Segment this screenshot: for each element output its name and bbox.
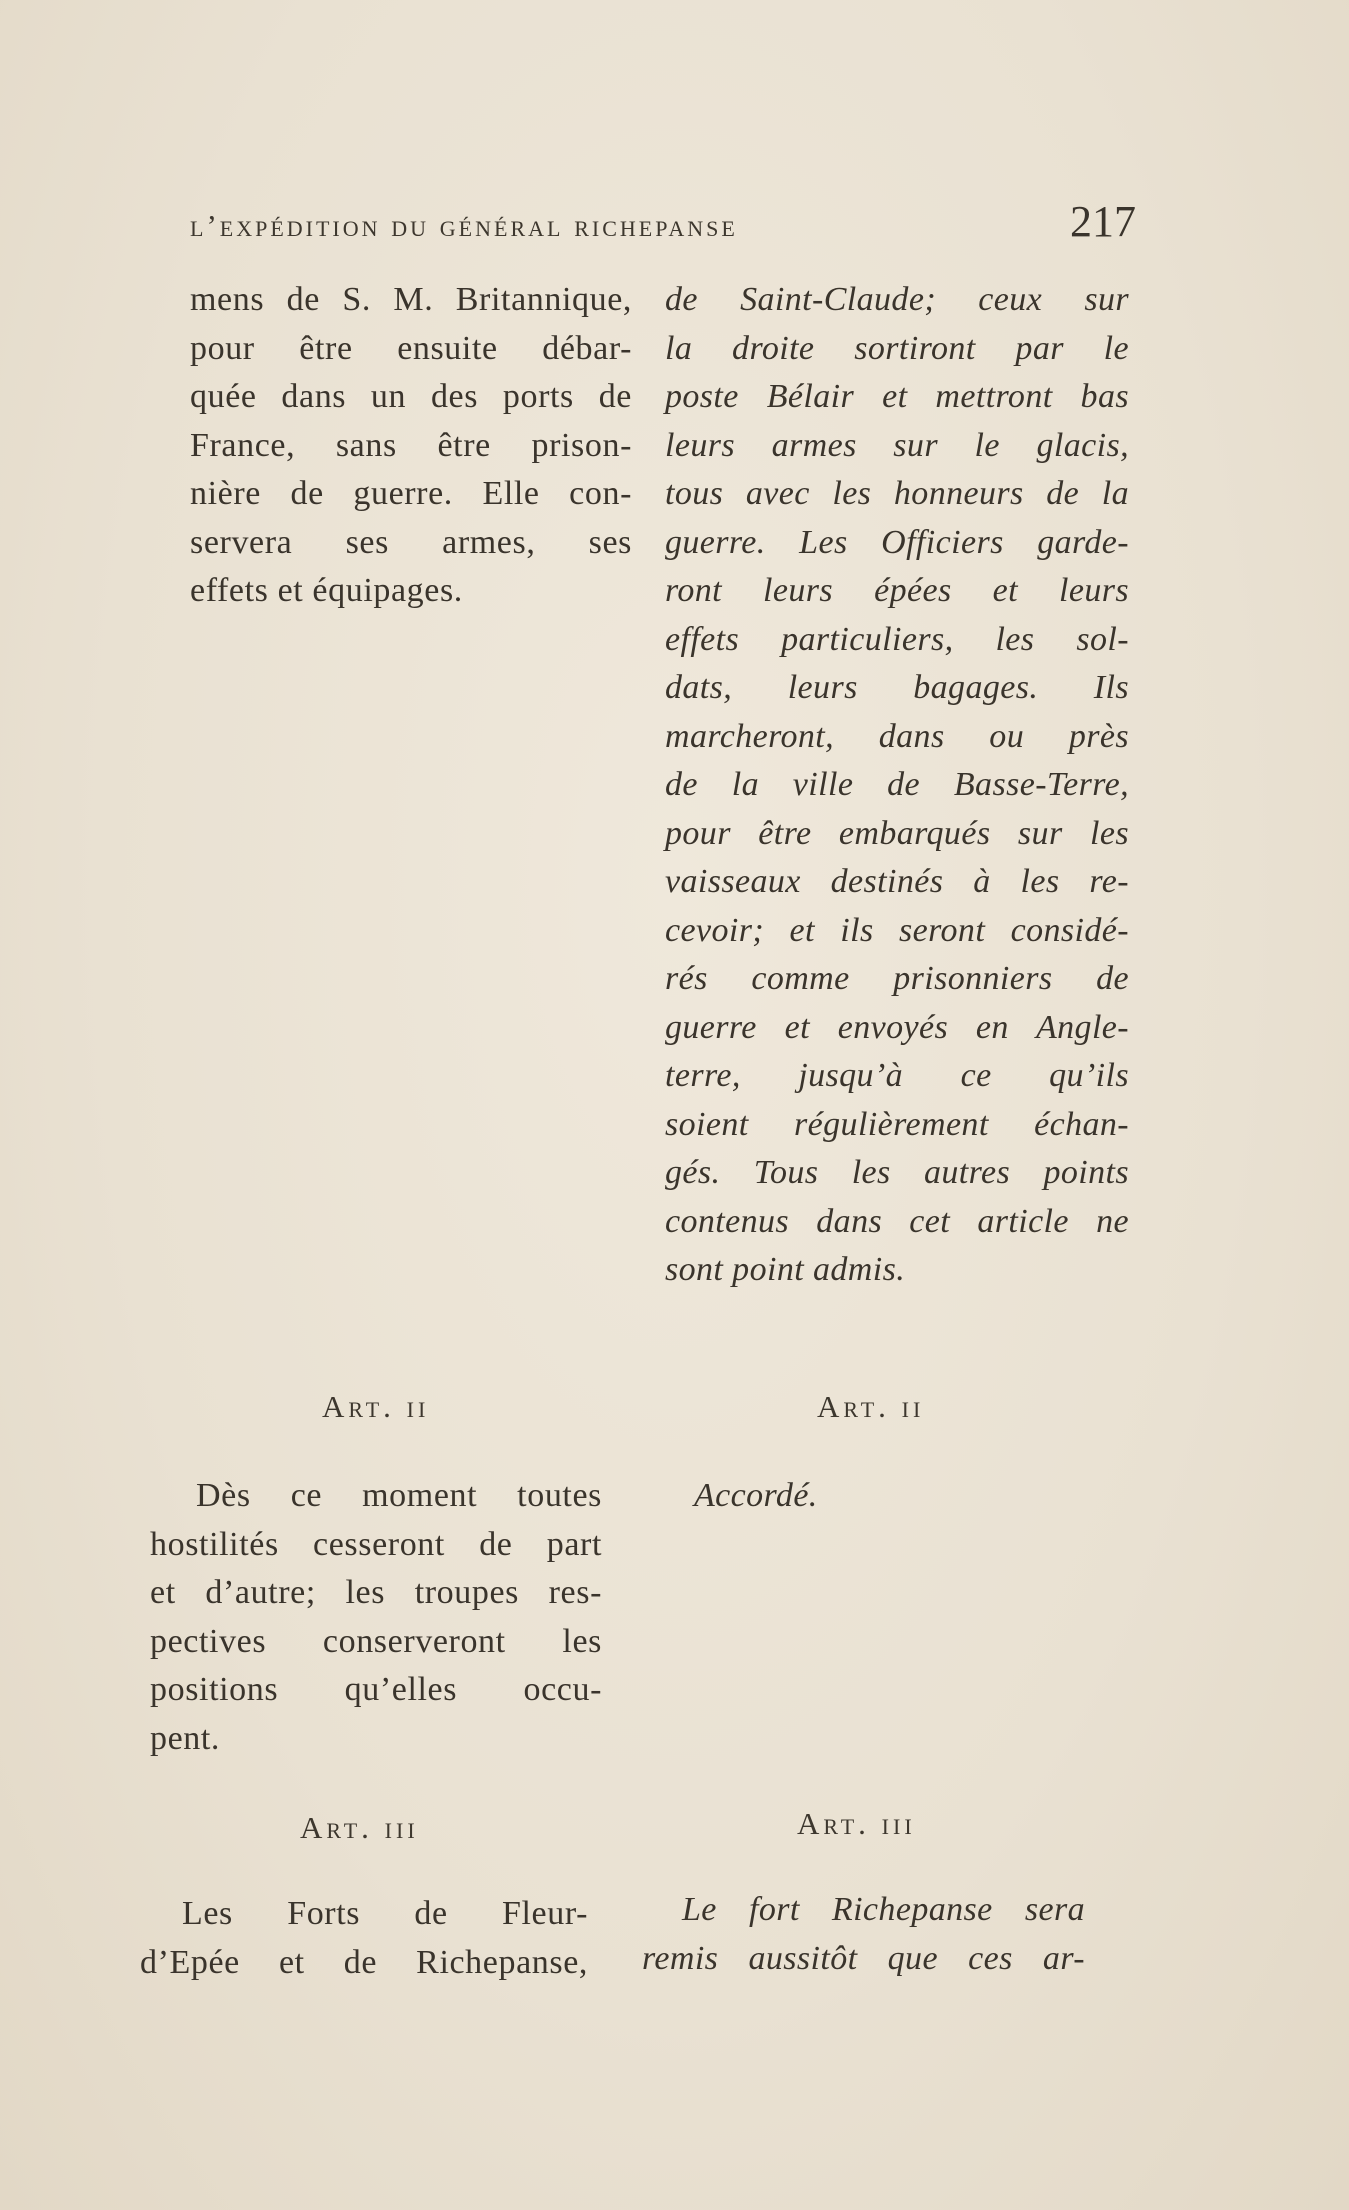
article-3-response-text	[642, 1886, 1085, 1983]
article-2-heading-left: Art. ii	[322, 1389, 430, 1424]
text-line: gés. Tous les autres points	[665, 1154, 1129, 1191]
text-line: d’Epée et de Richepanse,	[140, 1943, 588, 1981]
article-2-french-text	[150, 1472, 602, 1763]
text-line: hostilités cesseront de part	[150, 1525, 602, 1563]
text-line: rés comme prisonniers de	[665, 960, 1129, 997]
text-line: ront leurs épées et leurs	[665, 572, 1129, 609]
text-line: quée dans un des ports de	[190, 378, 632, 415]
text-line: remis aussitôt que ces ar-	[642, 1939, 1085, 1977]
text-line: poste Bélair et mettront bas	[665, 378, 1129, 415]
article-3-heading-left: Art. iii	[300, 1810, 419, 1845]
text-line: de la ville de Basse-Terre,	[665, 766, 1129, 803]
text-line: Le fort Richepanse sera	[682, 1891, 1085, 1928]
text-line: effets et équipages.	[190, 572, 463, 609]
text-line: dats, leurs bagages. Ils	[665, 669, 1129, 706]
text-line: Dès ce moment toutes	[196, 1477, 602, 1514]
article-3-french-text	[140, 1890, 588, 1987]
text-line: guerre. Les Officiers garde-	[665, 523, 1129, 561]
text-line: effets particuliers, les sol-	[665, 620, 1129, 658]
text-line: Les Forts de Fleur-	[182, 1895, 588, 1932]
text-line: contenus dans cet article ne	[665, 1202, 1129, 1240]
text-line: soient régulièrement échan-	[665, 1105, 1129, 1143]
text-line: pour être embarqués sur les	[665, 814, 1129, 852]
article-2-heading-right: Art. ii	[817, 1389, 925, 1424]
running-head: l’expédition du général richepanse	[190, 208, 738, 243]
text-line: tous avec les honneurs de la	[665, 475, 1129, 512]
text-line: vaisseaux destinés à les re-	[665, 863, 1129, 900]
text-line: nière de guerre. Elle con-	[190, 475, 632, 512]
text-line: leurs armes sur le glacis,	[665, 426, 1129, 464]
article-1-response-text	[665, 276, 1129, 1295]
text-line: France, sans être prison-	[190, 426, 632, 464]
text-line: et d’autre; les troupes res-	[150, 1574, 602, 1611]
page-number: 217	[1070, 197, 1136, 246]
text-line: sont point admis.	[665, 1251, 906, 1288]
text-line: cevoir; et ils seront considé-	[665, 911, 1129, 949]
text-line: mens de S. M. Britannique,	[190, 281, 632, 318]
text-line: positions qu’elles occu-	[150, 1671, 602, 1708]
article-1-french-text	[190, 276, 632, 616]
text-line: guerre et envoyés en Angle-	[665, 1008, 1129, 1046]
text-line: de Saint-Claude; ceux sur	[665, 281, 1129, 318]
text-line: pour être ensuite débar-	[190, 329, 632, 367]
article-3-heading-right: Art. iii	[797, 1806, 916, 1841]
page-header	[190, 196, 1136, 256]
text-line: marcheront, dans ou près	[665, 717, 1129, 755]
text-line: terre, jusqu’à ce qu’ils	[665, 1057, 1129, 1094]
text-line: Accordé.	[694, 1477, 818, 1514]
article-2-response-text	[694, 1472, 1114, 1521]
text-line: pectives conserveront les	[150, 1622, 602, 1660]
text-line: pent.	[150, 1719, 221, 1757]
text-line: servera ses armes, ses	[190, 523, 632, 561]
text-line: la droite sortiront par le	[665, 329, 1129, 367]
